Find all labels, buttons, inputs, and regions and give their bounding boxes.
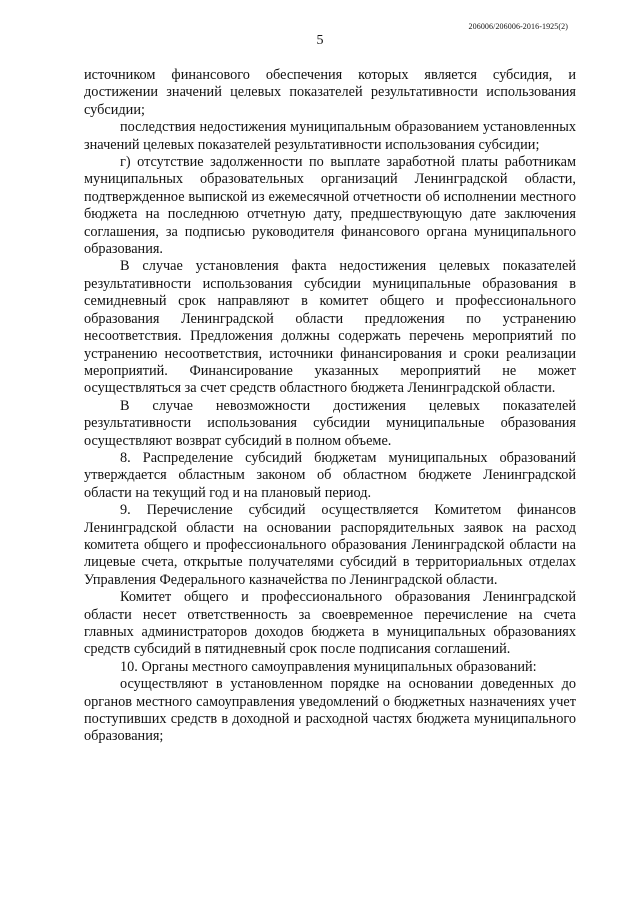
paragraph-accounting-duty: осуществляют в установленном порядке на основании доведенных до органов местного самоуправления уведомлений о бюджетных назначениях учет поступивших средств в доходной и расходной частях бюджета муниципального образования; (84, 676, 576, 745)
paragraph-consequences: последствия недостижения муниципальным образованием установленных значений целевых показателей результативности использования субсидии; (84, 119, 576, 153)
paragraph-nonachievement-proposals: В случае установления факта недостижения целевых показателей результативности использования субсидии муниципальные образования в семидневный срок направляют в комитет общего и профессионального образования Ленинградской области предложения по устранению несоответствия. Предложения должны содержать перечень мероприятий по устранению несоответствия, источники финансирования и сроки реализации мероприятий. Финансирование указанных мероприятий не может осуществляться за счет средств областного бюджета Ленинградской области. (84, 258, 576, 397)
paragraph-committee-responsibility: Комитет общего и профессионального образования Ленинградской области несет ответственность за своевременное перечисление на счета главных администраторов доходов бюджета в муниципальных образованиях средств субсидий в пятидневный срок после подписания соглашений. (84, 589, 576, 658)
document-id: 206006/206006-2016-1925(2) (468, 22, 568, 31)
paragraph-funding-source-continuation: источником финансового обеспечения которых является субсидия, и достижении значений целевых показателей результативности использования субсидии; (84, 67, 576, 118)
paragraph-subsidy-refund: В случае невозможности достижения целевых показателей результативности использования субсидии муниципальные образования осуществляют возврат субсидий в полном объеме. (84, 397, 576, 449)
paragraph-item-g-salary-arrears: г) отсутствие задолженности по выплате заработной платы работникам муниципальных образовательных организаций Ленинградской области, подтвержденное выпиской из ежемесячной отчетности об исполнении местного бюджета на последнюю отчетную дату, предшествующую дате заключения соглашения, за подписью руководителя финансового органа муниципального образования. (84, 154, 576, 258)
paragraph-item-8-distribution: 8. Распределение субсидий бюджетам муниципальных образований утверждается областным законом об областном бюджете Ленинградской области на текущий год и на плановый период. (84, 449, 576, 501)
paragraph-item-10-heading: 10. Органы местного самоуправления муниципальных образований: (120, 658, 537, 675)
document-body (84, 67, 576, 746)
paragraph-item-9-transfer: 9. Перечисление субсидий осуществляется Комитетом финансов Ленинградской области на основании распорядительных заявок на расход комитета общего и профессионального образования Ленинградской области на лицевые счета, открытые получателями субсидий в территориальных отделах Управления Федерального казначейства по Ленинградской области. (84, 502, 576, 588)
page-number: 5 (316, 33, 324, 48)
